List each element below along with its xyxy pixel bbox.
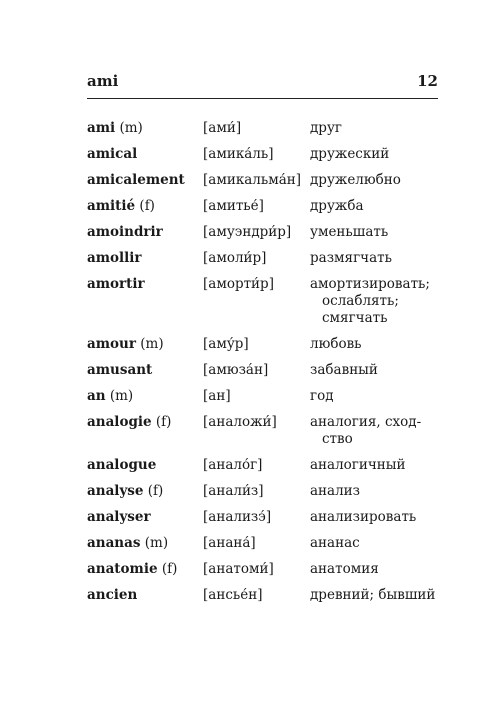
gender-marker: (f) (161, 561, 178, 577)
gender-marker: (m) (119, 120, 143, 136)
translation (310, 457, 447, 474)
translation-line: любовь (310, 336, 362, 352)
headword: an (87, 388, 106, 404)
headword: ami (87, 120, 116, 136)
translation (310, 509, 447, 526)
running-header-guide-word: ami (87, 72, 119, 90)
entry-row (87, 587, 447, 604)
translation-line: ство (322, 431, 353, 447)
pronunciation: [анали́з] (203, 483, 264, 499)
pronunciation: [ами́] (203, 120, 242, 136)
translation (310, 561, 447, 578)
translation (310, 535, 447, 552)
entry-row (87, 146, 447, 163)
translation-line: аналогичный (310, 457, 406, 473)
headword-cell (87, 587, 203, 604)
translation-line: забавный (310, 362, 378, 378)
headword: amical (87, 146, 138, 162)
headword: anatomie (87, 561, 158, 577)
entry-row (87, 172, 447, 189)
translation (310, 250, 447, 267)
headword: amour (87, 336, 136, 352)
headword: analyser (87, 509, 151, 525)
headword: ancien (87, 587, 138, 603)
entry-list (87, 120, 447, 613)
translation (310, 146, 447, 163)
pronunciation: [ансье́н] (203, 587, 263, 603)
translation-line: анализировать (310, 509, 417, 525)
pronunciation: [амитье́] (203, 198, 264, 214)
entry-row (87, 561, 447, 578)
translation (310, 587, 447, 604)
pronunciation: [аналожи́] (203, 414, 277, 430)
gender-marker: (m) (140, 336, 164, 352)
translation (310, 198, 447, 215)
pronunciation: [амикальма́н] (203, 172, 302, 188)
entry-row (87, 120, 447, 137)
pronunciation: [аму́р] (203, 336, 249, 352)
translation (310, 414, 447, 448)
translation (310, 172, 447, 189)
translation (310, 388, 447, 405)
pronunciation: [амуэндри́р] (203, 224, 292, 240)
pronunciation: [амюза́н] (203, 362, 269, 378)
entry-row (87, 414, 447, 448)
headword-cell (87, 172, 203, 189)
pronunciation: [анатоми́] (203, 561, 274, 577)
headword: amortir (87, 276, 145, 292)
entry-row (87, 388, 447, 405)
translation-line: уменьшать (310, 224, 389, 240)
headword-cell (87, 457, 203, 474)
headword-cell (87, 146, 203, 163)
pronunciation: [амоли́р] (203, 250, 267, 266)
gender-marker: (f) (155, 414, 172, 430)
entry-row (87, 198, 447, 215)
headword-cell (87, 561, 203, 578)
entry-row (87, 535, 447, 552)
headword-cell (87, 509, 203, 526)
translation-line: ослаблять; (322, 293, 399, 309)
pronunciation: [анало́г] (203, 457, 263, 473)
headword: amollir (87, 250, 142, 266)
entry-row (87, 336, 447, 353)
pronunciation: [ан] (203, 388, 231, 404)
headword: amusant (87, 362, 153, 378)
translation (310, 224, 447, 241)
gender-marker: (f) (147, 483, 164, 499)
entry-row (87, 362, 447, 379)
translation-line: древний; бывший (310, 587, 436, 603)
translation (310, 362, 447, 379)
headword-cell (87, 336, 203, 353)
translation (310, 336, 447, 353)
entry-row (87, 250, 447, 267)
translation (310, 276, 447, 327)
translation-line: размягчать (310, 250, 392, 266)
translation-line: смягчать (322, 310, 388, 326)
translation-line: анатомия (310, 561, 379, 577)
headword-cell (87, 362, 203, 379)
gender-marker: (f) (139, 198, 155, 214)
headword: analyse (87, 483, 144, 499)
translation-line: дружеский (310, 146, 390, 162)
translation-line: дружба (310, 198, 364, 214)
headword: amoindrir (87, 224, 163, 240)
headword: amitié (87, 198, 136, 214)
headword-cell (87, 120, 203, 137)
entry-row (87, 509, 447, 526)
pronunciation: [анализэ́] (203, 509, 272, 525)
headword-cell (87, 535, 203, 552)
entry-row (87, 457, 447, 474)
headword: analogue (87, 457, 157, 473)
translation (310, 483, 447, 500)
pronunciation: [аморти́р] (203, 276, 274, 292)
translation (310, 120, 447, 137)
headword-cell (87, 198, 203, 215)
translation-line: год (310, 388, 334, 404)
headword-cell (87, 276, 203, 327)
pronunciation: [амика́ль] (203, 146, 274, 162)
translation-line: амортизировать; (310, 276, 430, 292)
headword: amicalement (87, 172, 185, 188)
gender-marker: (m) (109, 388, 134, 404)
headword-cell (87, 250, 203, 267)
translation-line: аналогия, сход- (310, 414, 422, 430)
translation-line: дружелюбно (310, 172, 401, 188)
entry-row (87, 483, 447, 500)
headword-cell (87, 483, 203, 500)
entry-row (87, 224, 447, 241)
pronunciation: [анана́] (203, 535, 256, 551)
headword-cell (87, 388, 203, 405)
headword-cell (87, 224, 203, 241)
headword: analogie (87, 414, 152, 430)
page-number: 12 (417, 72, 438, 90)
gender-marker: (m) (144, 535, 169, 551)
entry-row (87, 276, 447, 327)
headword-cell (87, 414, 203, 448)
translation-line: ананас (310, 535, 360, 551)
header-rule (87, 98, 438, 99)
translation-line: друг (310, 120, 342, 136)
translation-line: анализ (310, 483, 361, 499)
headword: ananas (87, 535, 141, 551)
